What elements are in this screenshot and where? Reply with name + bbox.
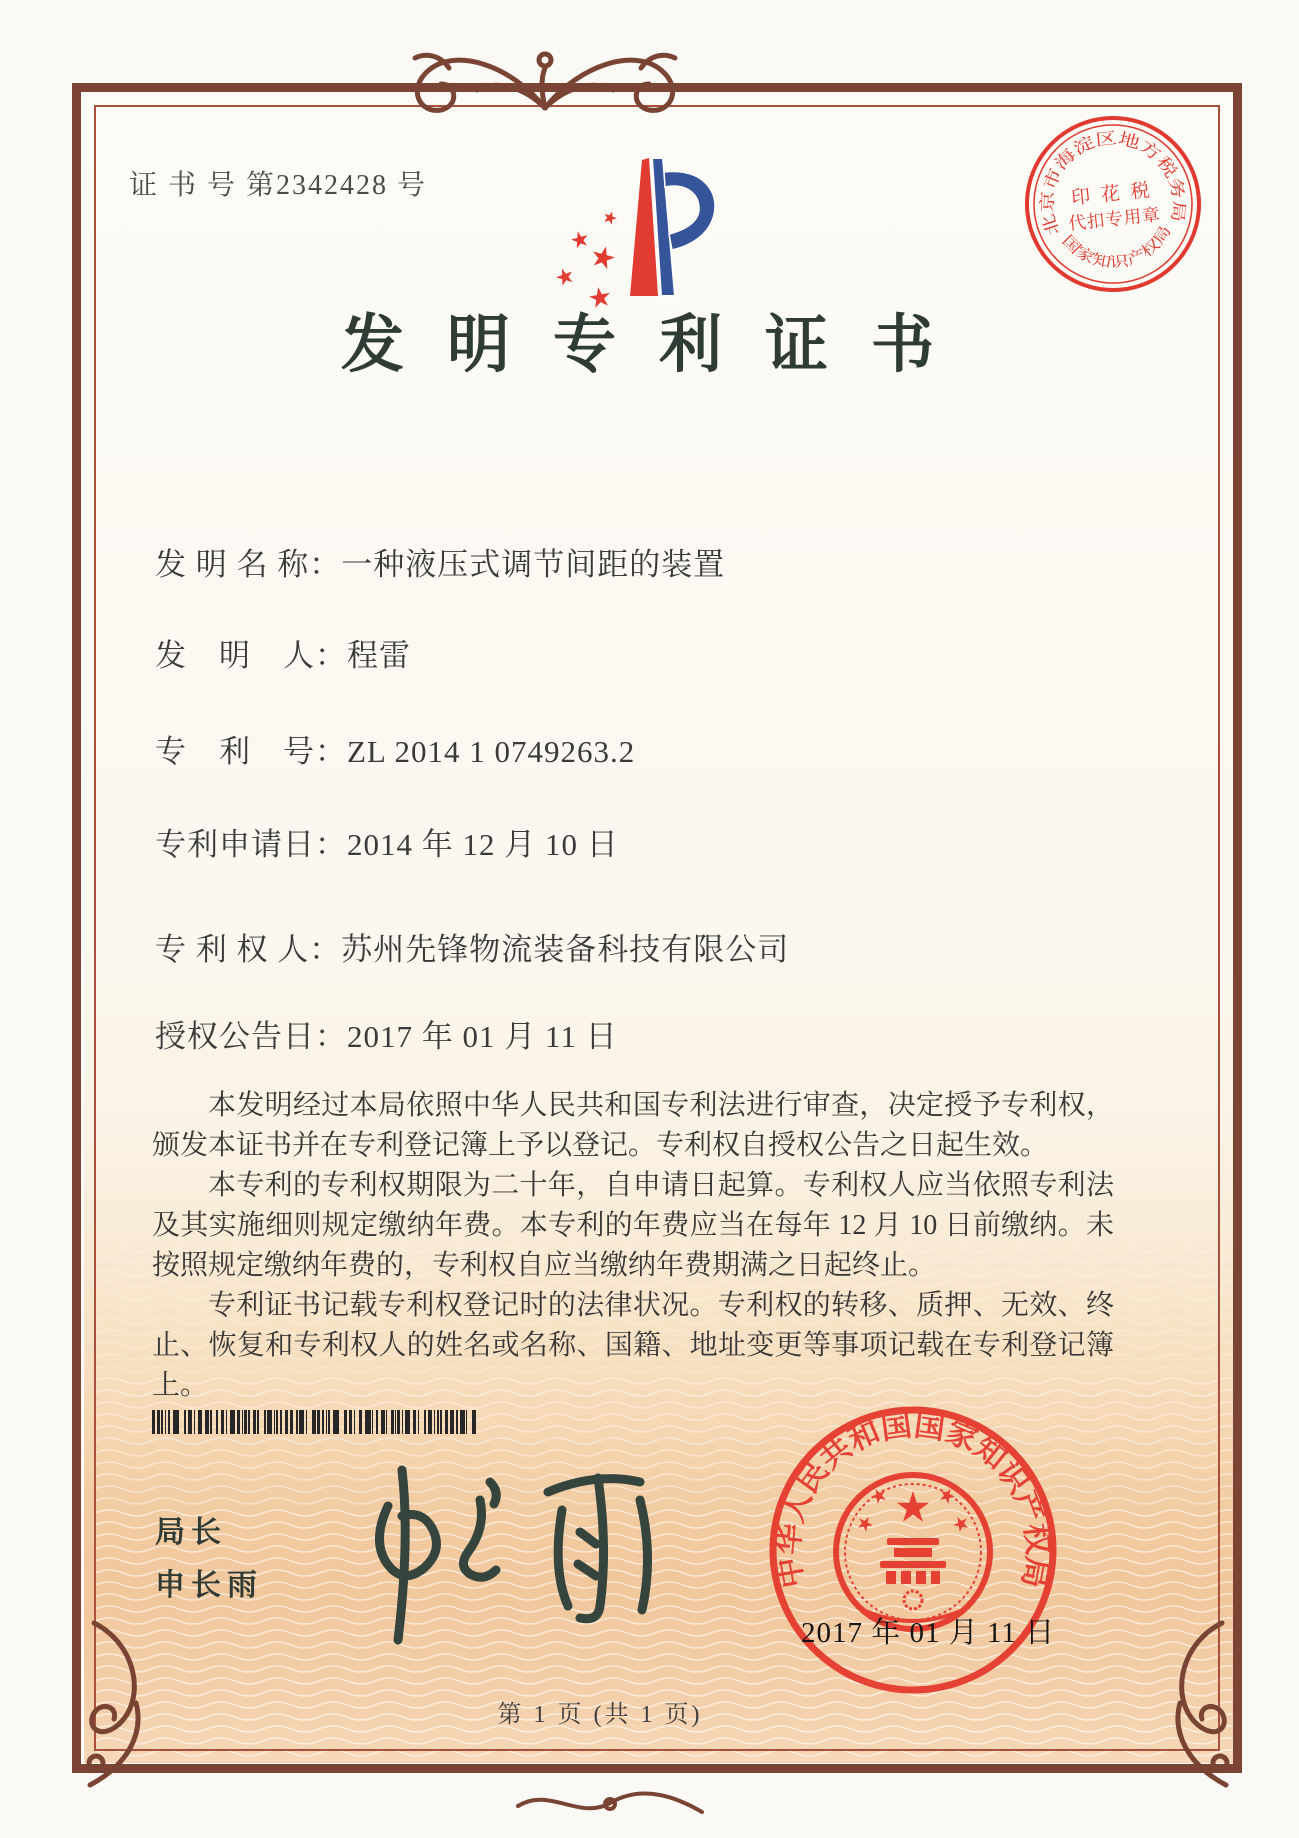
bottom-left-ornament [80, 1615, 170, 1790]
cnipa-official-seal [763, 1400, 1063, 1700]
tax-stamp-top-arc-text: 北京市海淀区地方税务局 [1037, 128, 1189, 238]
field-grant-date [155, 1018, 618, 1057]
field-label: 专利申请日： [155, 827, 347, 862]
field-label: 专 利 号： [155, 734, 347, 769]
bottom-right-ornament [1146, 1615, 1236, 1790]
field-invention-name [155, 546, 725, 585]
field-value: 2014 年 12 月 10 日 [347, 827, 619, 862]
director-signature [340, 1448, 680, 1668]
field-value: ZL 2014 1 0749263.2 [347, 734, 636, 769]
national-emblem-icon [836, 1475, 990, 1629]
field-filing-date [155, 826, 619, 865]
certificate-title: 发明专利证书 [341, 310, 977, 380]
barcode [152, 1410, 476, 1434]
tax-stamp-line1: 印 花 税 [1070, 179, 1154, 210]
legal-paragraph-1: 本发明经过本局依照中华人民共和国专利法进行审查，决定授予专利权，颁发本证书并在专利登记簿上予以登记。专利权自授权公告之日起生效。 [152, 1090, 1114, 1161]
tax-stamp-line2: 代扣专用章 [1067, 204, 1162, 234]
field-patentee [155, 931, 789, 970]
field-label: 发 明 名 称： [155, 547, 342, 582]
field-label: 专 利 权 人： [155, 932, 342, 967]
field-inventor [155, 637, 411, 676]
bottom-center-ornament [510, 1782, 710, 1822]
legal-paragraph-3: 专利证书记载专利权登记时的法律状况。专利权的转移、质押、无效、终止、恢复和专利权人的姓名或名称、国籍、地址变更等事项记载在专利登记簿上。 [152, 1290, 1114, 1401]
field-value: 苏州先锋物流装备科技有限公司 [341, 932, 790, 967]
seal-date: 2017 年 01 月 11 日 [801, 1617, 1056, 1649]
page-number: 第 1 页 (共 1 页) [497, 1702, 703, 1728]
field-value: 2017 年 01 月 11 日 [347, 1019, 618, 1054]
certificate-number: 证 书 号 第2342428 号 [129, 170, 428, 201]
legal-text-block [152, 1086, 1114, 1406]
tax-stamp-bottom-arc-text: 国家知识产权局 [1058, 226, 1173, 272]
top-flourish-ornament [345, 28, 745, 120]
field-patent-number [155, 733, 635, 772]
director-name-label: 申长雨 [155, 1569, 263, 1602]
field-value: 程雷 [347, 638, 411, 673]
tax-stamp-seal [1014, 105, 1212, 303]
cnipa-logo-icon [545, 146, 735, 311]
field-value: 一种液压式调节间距的装置 [341, 547, 726, 582]
seal-ring-text: 中华人民共和国国家知识产权局 [772, 1409, 1054, 1591]
field-label: 发 明 人： [155, 638, 347, 673]
director-title-label: 局长 [155, 1516, 227, 1549]
legal-paragraph-2: 本专利的专利权期限为二十年，自申请日起算。专利权人应当依照专利法及其实施细则规定缴纳年费。本专利的年费应当在每年 12 月 10 日前缴纳。未按照规定缴纳年费的，专利权自应当缴纳年费期满之日起终止。 [152, 1170, 1114, 1281]
field-label: 授权公告日： [155, 1019, 347, 1054]
